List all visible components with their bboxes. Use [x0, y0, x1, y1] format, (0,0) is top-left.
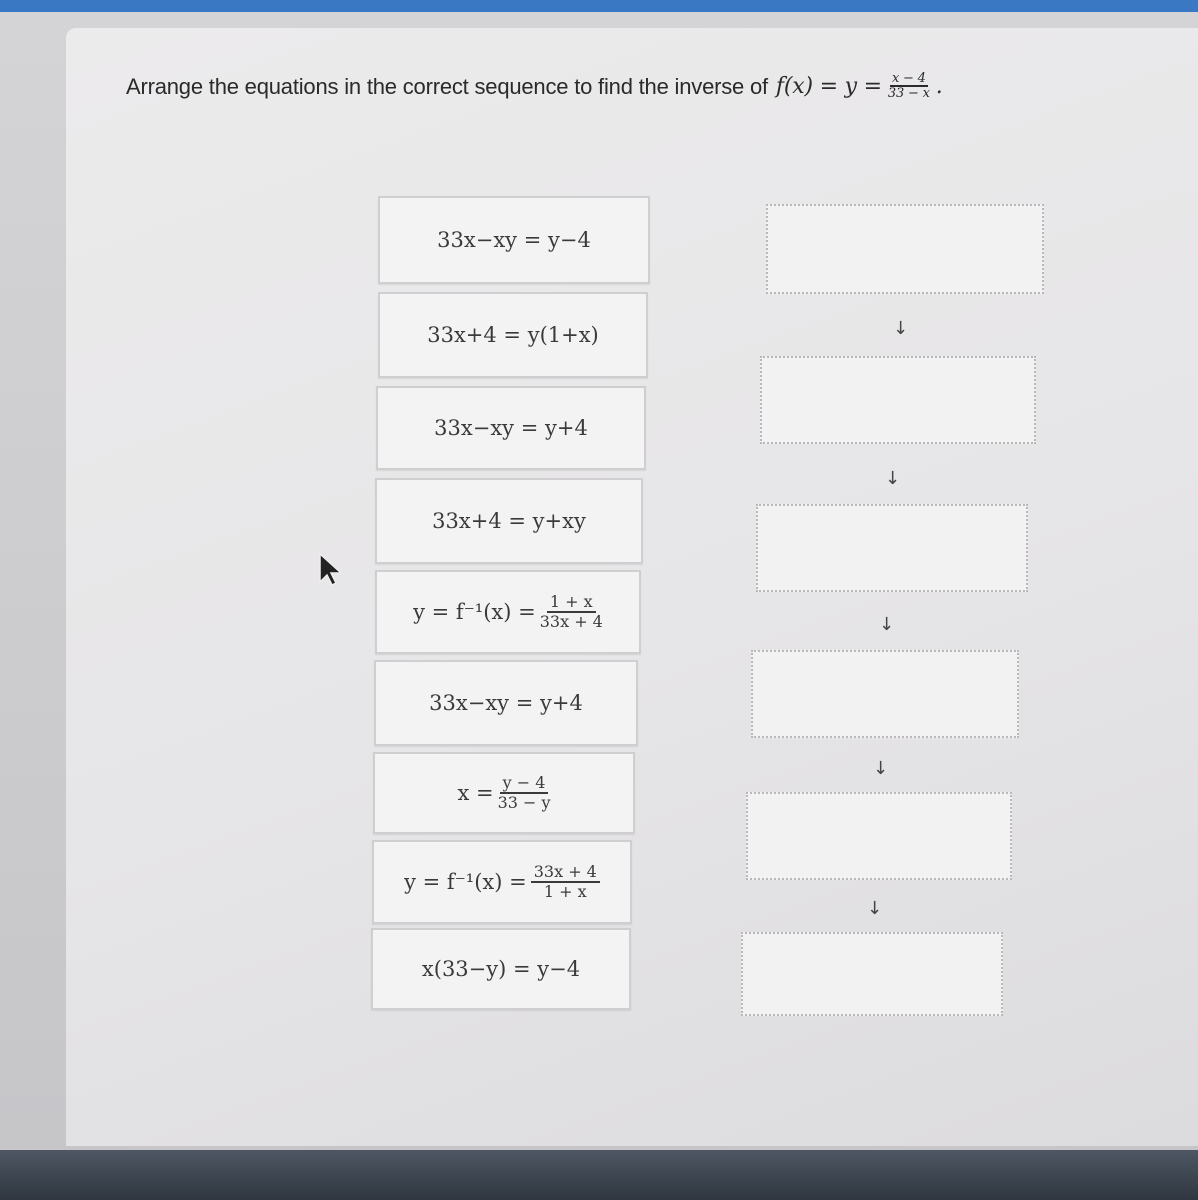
tile-5-denominator: 33x + 4 — [539, 612, 603, 631]
down-arrow-icon: ↓ — [893, 318, 909, 339]
equation-tile-5[interactable] — [375, 570, 641, 654]
mouse-cursor-icon — [318, 552, 348, 586]
browser-top-bar — [0, 0, 1198, 12]
down-arrow-icon: ↓ — [873, 758, 889, 779]
tile-4-text: 33x+4 = y+xy — [432, 509, 586, 533]
equation-tile-2[interactable] — [378, 292, 648, 378]
monitor-bezel — [0, 1150, 1198, 1200]
tile-5-fraction — [540, 593, 603, 631]
question-text: Arrange the equations in the correct sequence to find the inverse of — [126, 74, 768, 99]
function-expression — [776, 72, 943, 100]
function-denominator: 33 − x — [887, 86, 930, 101]
down-arrow-icon: ↓ — [879, 614, 895, 635]
equation-tile-9[interactable] — [371, 928, 631, 1010]
equation-tile-3[interactable] — [376, 386, 646, 470]
answer-slot-1[interactable] — [766, 204, 1044, 294]
tile-7-lhs: x = — [457, 781, 494, 805]
answer-slot-4[interactable] — [751, 650, 1019, 738]
down-arrow-icon: ↓ — [867, 898, 883, 919]
tile-6-text: 33x−xy = y+4 — [429, 691, 583, 715]
tile-1-text: 33x−xy = y−4 — [437, 228, 591, 252]
answer-slot-3[interactable] — [756, 504, 1028, 592]
answer-slot-5[interactable] — [746, 792, 1012, 880]
tile-2-text: 33x+4 = y(1+x) — [427, 323, 599, 347]
tile-5-numerator: 1 + x — [547, 593, 596, 613]
answer-slot-2[interactable] — [760, 356, 1036, 444]
tile-7-numerator: y − 4 — [500, 774, 549, 794]
equation-tile-7[interactable] — [373, 752, 635, 834]
tile-7-fraction — [498, 774, 551, 812]
question-prompt — [126, 72, 1086, 100]
function-fraction — [886, 72, 932, 100]
tile-3-text: 33x−xy = y+4 — [434, 416, 588, 440]
tile-5-lhs: y = f⁻¹(x) = — [413, 600, 536, 624]
tile-7-denominator: 33 − y — [497, 793, 551, 812]
function-numerator: x − 4 — [891, 71, 926, 86]
function-lhs: f(x) = y = — [775, 73, 882, 99]
down-arrow-icon: ↓ — [885, 468, 901, 489]
equation-tile-8[interactable] — [372, 840, 632, 924]
equation-tile-6[interactable] — [374, 660, 638, 746]
function-period: . — [935, 73, 943, 99]
tile-8-numerator: 33x + 4 — [531, 863, 600, 883]
tile-8-denominator: 1 + x — [543, 882, 587, 901]
equation-tile-4[interactable] — [375, 478, 643, 564]
equation-tile-1[interactable] — [378, 196, 650, 284]
answer-slot-6[interactable] — [741, 932, 1003, 1016]
tile-8-fraction — [531, 863, 600, 901]
tile-9-text: x(33−y) = y−4 — [421, 957, 581, 981]
tile-8-lhs: y = f⁻¹(x) = — [404, 870, 527, 894]
